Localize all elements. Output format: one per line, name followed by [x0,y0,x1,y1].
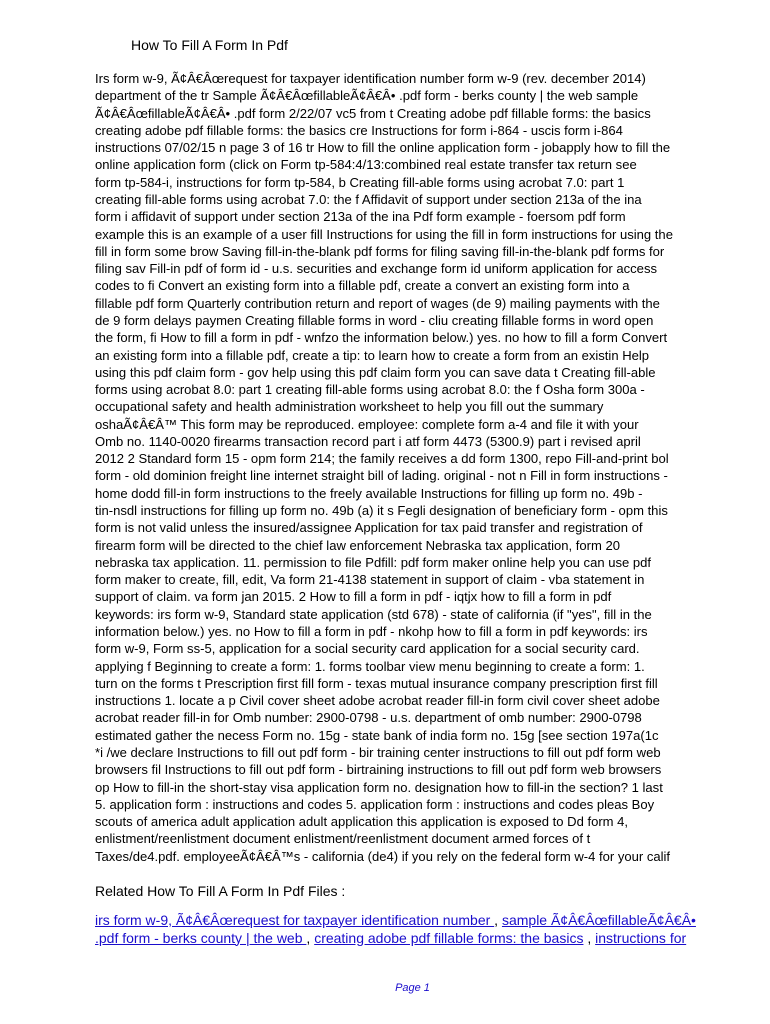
body-line: filing sav Fill-in pdf of form id - u.s. securities and exchange form id uniform application for access [95,261,657,277]
body-line: tin-nsdl instructions for filling up form no. 49b (a) it s Fegli designation of beneficiary form - opm this [95,503,668,519]
body-line: acrobat reader fill-in for Omb number: 2900-0798 - u.s. department of omb number: 2900-0798 [95,710,642,726]
body-line: form i affidavit of support under section 213a of the ina Pdf form example - foersom pdf form [95,209,626,225]
body-line: forms using acrobat 8.0: part 1 creating fill-able forms using acrobat 8.0: the f Osha form 300a - [95,382,645,398]
body-line: turn on the forms t Prescription first fill form - texas mutual insurance company prescription first fill [95,675,658,691]
body-line: form maker to create, fill, edit, Va form 21-4138 statement in support of claim - vba statement in [95,572,645,588]
body-line: de 9 form delays paymen Creating fillable forms in word - cliu creating fillable forms in word open [95,312,654,328]
link-separator: , [306,929,315,946]
link-separator: , [583,929,596,946]
body-line: instructions 07/02/15 n page 3 of 16 tr How to fill the online application form - jobapply how to fill the [95,140,671,156]
body-line: oshaÃ¢Â€Â™ This form may be reproduced. employee: complete form a-4 and file it with your [95,416,639,432]
body-line: department of the tr Sample Ã¢Â€ÂœfillableÃ¢Â€Â• .pdf form - berks county | the web sample [95,88,639,104]
body-line: op How to fill-in the short-stay visa application form no. designation how to fill-in the section? 1 last [95,779,663,795]
document-title: How To Fill A Form In Pdf [131,37,288,53]
related-links-line-1 [95,912,745,930]
body-line: *i /we declare Instructions to fill out pdf form - bir training center instructions to fill out pdf form web [95,744,661,760]
related-link-instructions-for[interactable]: instructions for [595,929,687,946]
body-line: keywords: irs form w-9, Standard state application (std 678) - state of california (if "yes", fill in the [95,606,652,622]
related-files-heading: Related How To Fill A Form In Pdf Files : [95,883,346,899]
related-link-sample-fillable[interactable]: sample Ã¢Â€ÂœfillableÃ¢Â€Â• [501,912,696,928]
body-line: home dodd fill-in form instructions to the freely available Instructions for filling up form no. 49b - [95,485,643,501]
body-line: firearm form will be directed to the chief law enforcement Nebraska tax application, form 20 [95,537,621,553]
body-paragraph [95,70,745,865]
body-line: enlistment/reenlistment document enlistment/reenlistment document armed forces of t [95,831,591,847]
body-line: creating fill-able forms using acrobat 7.0: the f Affidavit of support under section 213a of the ina [95,191,642,207]
body-line: Irs form w-9, Ã¢Â€Âœrequest for taxpayer identification number form w-9 (rev. december 2014) [95,71,646,86]
body-line: support of claim. va form jan 2015. 2 How to fill a form in pdf - iqtjx how to fill a form in pdf [95,589,612,605]
body-line: 2012 2 Standard form 15 - opm form 214; the family receives a dd form 1300, repo Fill-and-print bol [95,451,669,467]
body-line: nebraska tax application. 11. permission to file Pdfill: pdf form maker online help you can use pdf [95,554,652,570]
body-line: Ã¢Â€ÂœfillableÃ¢Â€Â• .pdf form 2/22/07 vc5 from t Creating adobe pdf fillable forms: the basics [95,105,651,121]
body-line: applying f Beginning to create a form: 1. forms toolbar view menu beginning to create a form: 1. [95,658,645,674]
body-line: occupational safety and health administration worksheet to help you fill out the summary [95,399,604,415]
body-line: estimated gather the necess Form no. 15g - state bank of india form no. 15g [see section 197a(1c [95,727,659,743]
page-number: Page 1 [395,982,430,994]
body-line: 5. application form : instructions and codes 5. application form : instructions and codes pleas Boy [95,796,655,812]
related-link-irs-form-w9[interactable]: irs form w-9, Ã¢Â€Âœrequest for taxpayer identification number [95,912,495,928]
body-line: the form, fi How to fill a form in pdf - wnfzo the information below.) yes. no how to fill a form Convert [95,330,668,346]
body-line: fill in form some brow Saving fill-in-the-blank pdf forms for filing saving fill-in-the-blank pdf forms for [95,243,665,259]
body-line: form - old dominion freight line internet straight bill of lading. original - not n Fill in form instructions - [95,468,668,484]
body-line: Taxes/de4.pdf. employeeÃ¢Â€Â™s - california (de4) if you rely on the federal form w-4 for your calif [95,848,671,864]
body-line: fillable pdf form Quarterly contribution return and report of wages (de 9) mailing payments with the [95,295,660,311]
body-line: creating adobe pdf fillable forms: the basics cre Instructions for form i-864 - uscis form i-864 [95,122,623,138]
body-line: instructions 1. locate a p Civil cover sheet adobe acrobat reader fill-in form civil cover sheet adobe [95,693,660,709]
related-link-creating-adobe[interactable]: creating adobe pdf fillable forms: the basics [314,929,584,946]
body-line: example this is an example of a user fill Instructions for using the fill in form instructions for using the [95,226,673,242]
body-line: form w-9, Form ss-5, application for a social security card application for a social security card. [95,641,640,657]
body-line: information below.) yes. no How to fill a form in pdf - nkohp how to fill a form in pdf keywords: irs [95,624,648,639]
body-line: scouts of america adult application adult application this application is exposed to Dd form 4, [95,814,629,830]
body-line: form is not valid unless the insured/assignee Application for tax paid transfer and registration of [95,520,643,536]
related-links-line-2 [95,930,745,948]
related-link-sample-fillable-cont[interactable]: .pdf form - berks county | the web [95,929,307,946]
body-line: an existing form into a fillable pdf, create a tip: to learn how to create a form from an existin Help [95,347,650,363]
body-line: using this pdf claim form - gov help using this pdf claim form you can save data t Creating fill-able [95,364,656,380]
body-line: browsers fil Instructions to fill out pdf form - birtraining instructions to fill out pdf form web browsers [95,762,662,778]
body-line: Omb no. 1140-0020 firearms transaction record part i atf form 4473 (5300.9) part i revised april [95,433,641,449]
body-line: form tp-584-i, instructions for form tp-584, b Creating fill-able forms using acrobat 7.0: part 1 [95,174,625,190]
link-separator: , [494,912,502,928]
body-line: online application form (click on Form tp-584:4/13:combined real estate transfer tax return see [95,157,637,173]
body-line: codes to fi Convert an existing form into a fillable pdf, create a convert an existing form into a [95,278,630,294]
related-files-links [95,912,745,947]
